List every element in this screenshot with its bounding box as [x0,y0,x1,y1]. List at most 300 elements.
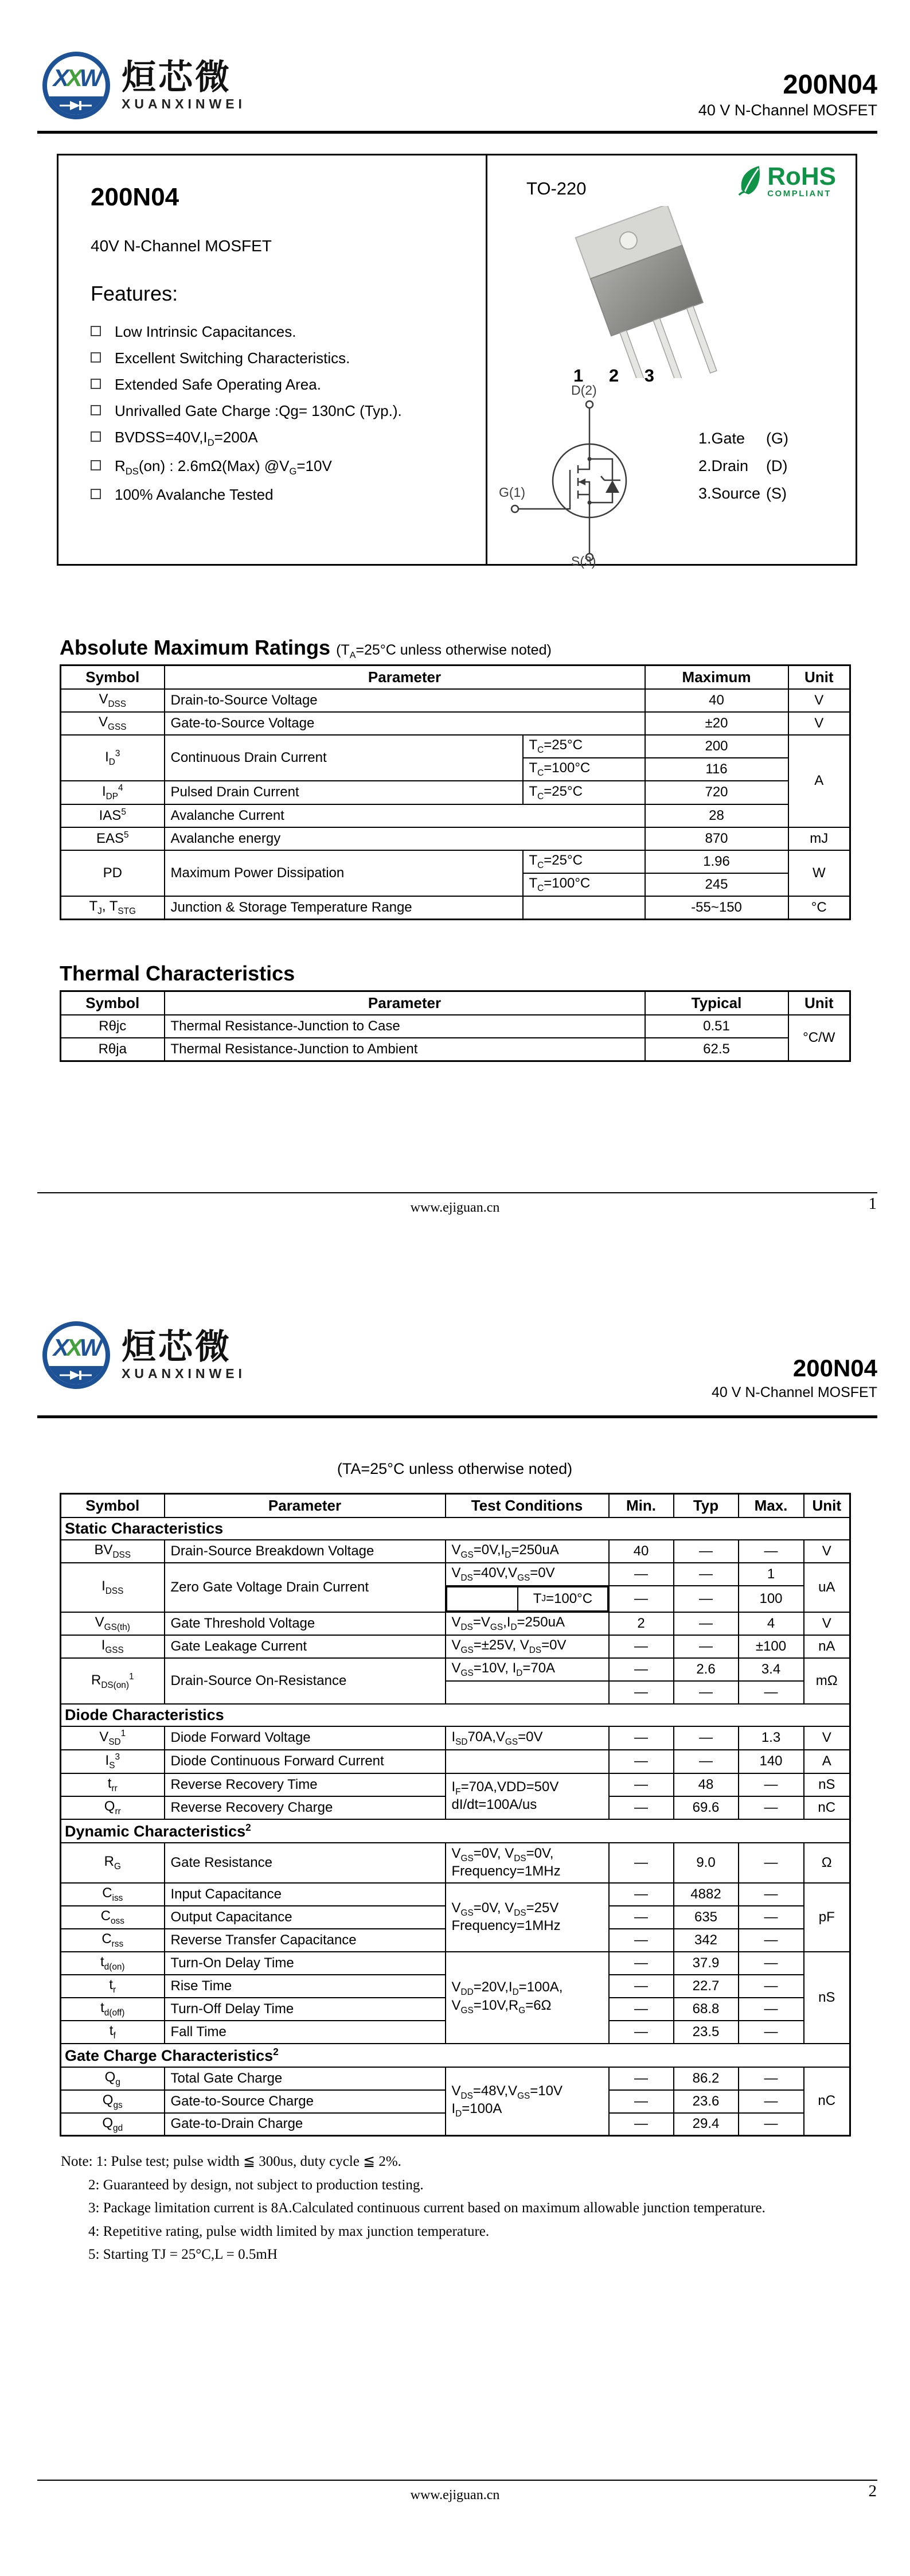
feature-item [91,486,468,504]
min-cell: — [609,2090,674,2113]
amr-heading-note: ($T_A=25^\circ C$ unless otherwise noted) [336,642,552,660]
typ-cell: 4882 [674,1883,739,1906]
typ-cell: 62.5 [645,1038,788,1061]
company-name [122,59,246,112]
param-cell: Junction & Storage Temperature Range [165,896,523,919]
footer-website: www.ejiguan.cn [410,1200,500,1215]
min-cell: — [609,1563,674,1586]
symbol-cell: Rθjc [61,1015,165,1038]
row-id [61,735,850,758]
row-rg [61,1843,850,1883]
feature-text: Excellent Switching Characteristics. [115,349,350,367]
feature-text: $R_{DS}(on)$ : 2.6mΩ(Max) $@V_G=10V$ [115,457,332,477]
page-number: 1 [868,1194,877,1213]
symbol-cell: $V_{DSS}$ [61,689,165,712]
typ-cell: 37.9 [674,1952,739,1975]
row-vgss [61,712,850,735]
product-info-cell [58,155,487,564]
param-cell: Thermal Resistance-Junction to Ambient [165,1038,645,1061]
features-heading: Features: [91,282,178,305]
typ-cell: 68.8 [674,1998,739,2021]
param-cell: Avalanche Current [165,804,645,827]
max-cell: 200 [645,735,788,758]
max-cell: 3.4 [739,1658,804,1681]
unit-cell: mΩ [804,1658,850,1704]
header-cell: Unit [788,666,850,690]
cond-cell: $T_C=25^\circ C$ [523,781,645,804]
max-cell: 100 [739,1586,804,1612]
feature-text: Low Intrinsic Capacitances. [115,323,296,340]
checkbox-icon [91,489,101,499]
symbol-cell: IAS$^5$ [61,804,165,827]
typ-cell: 48 [674,1773,739,1796]
part-number: 200N04 [792,1355,877,1382]
pin-numbers: 1 2 3 [573,365,665,386]
max-cell: — [739,2021,804,2044]
logo-mark-icon [42,1321,110,1389]
table-header-row [61,1494,850,1518]
unit-cell: nS [804,1773,850,1796]
symbol-cell: $Q_g$ [61,2067,165,2090]
min-cell: 40 [609,1540,674,1563]
feature-text: $BVDSS=40V,I_D=200A$ [115,429,258,449]
typ-cell: 29.4 [674,2113,739,2136]
header-cell: Typ [674,1494,739,1518]
symbol-cell: $I_{GSS}$ [61,1635,165,1658]
param-cell: Thermal Resistance-Junction to Case [165,1015,645,1038]
cond-cell: $V_{GS}=0V,I_D=250uA$ [446,1540,609,1563]
min-cell: — [609,1681,674,1704]
max-cell: — [739,1681,804,1704]
cond-cell: T J =100°C [446,1586,608,1612]
company-logo [42,52,246,119]
unit-cell: pF [804,1883,850,1952]
package-cell [487,155,856,569]
max-cell: 245 [645,873,788,896]
min-cell: — [609,1952,674,1975]
row-bvdss [61,1540,850,1563]
footer-rule [37,1192,877,1193]
header-cell: Symbol [61,666,165,690]
rohs-text [767,162,836,199]
symbol-cell: $t_r$ [61,1975,165,1998]
header-cell: Symbol [61,991,165,1015]
symbol-cell: $Q_{gd}$ [61,2113,165,2136]
pin-legend-item: 3.Source (S) [698,485,787,502]
typ-cell: — [674,1563,739,1586]
cond-cell: $V_{GS}=0V$, $V_{DS}=0V$, Frequency=1MHz [446,1843,609,1883]
max-cell: ±20 [645,712,788,735]
symbol-cell: $BV_{DSS}$ [61,1540,165,1563]
max-cell: -55~150 [645,896,788,919]
min-cell: — [609,1929,674,1952]
package-name: TO-220 [526,178,587,199]
mosfet-symbol-icon [498,386,687,575]
typ-cell: 69.6 [674,1796,739,1819]
typ-cell: 23.5 [674,2021,739,2044]
header-cell: Parameter [165,991,645,1015]
max-cell: ±100 [739,1635,804,1658]
company-logo [42,1321,246,1389]
features-list [91,323,468,504]
param-cell: Maximum Power Dissipation [165,850,523,896]
min-cell: — [609,1796,674,1819]
symbol-cell: $I_{DSS}$ [61,1563,165,1612]
min-cell: — [609,1726,674,1750]
row-eas [61,827,850,850]
param-cell: Diode Forward Voltage [165,1726,446,1750]
mosfet-symbol-diagram [498,383,687,569]
section-row: Dynamic Characteristics$^2$ [61,1819,850,1843]
symbol-cell: $V_{SD}^1$ [61,1726,165,1750]
diode-icon [58,1369,94,1381]
symbol-cell: $I_{DP}^4$ [61,781,165,804]
electrical-characteristics-section [60,1460,850,2267]
row-vgsth [61,1612,850,1635]
logo-diode-band [47,1366,106,1384]
cond-cell [523,896,645,919]
unit-cell: mJ [788,827,850,850]
symbol-cell: $t_{rr}$ [61,1773,165,1796]
feature-item [91,349,468,367]
header-cell: Symbol [61,1494,165,1518]
param-cell: Gate Resistance [165,1843,446,1883]
symbol-cell: $T_J$, $T_{STG}$ [61,896,165,919]
min-cell: — [609,1998,674,2021]
min-cell: — [609,1883,674,1906]
company-name-cn: 烜芯微 [122,58,232,96]
header-cell: Parameter [165,666,645,690]
param-cell: Pulsed Drain Current [165,781,523,804]
max-cell: — [739,1906,804,1929]
row-pd [61,850,850,873]
pin-legend-item: 2.Drain (D) [698,457,788,474]
param-cell: Reverse Recovery Charge [165,1796,446,1819]
min-cell: — [609,1750,674,1773]
symbol-cell: $C_{oss}$ [61,1906,165,1929]
feature-item [91,429,468,449]
logo-xxw-text: XXW [53,64,100,91]
row-ias [61,804,850,827]
min-cell: — [609,2021,674,2044]
typ-cell: 635 [674,1906,739,1929]
typ-cell: — [674,1635,739,1658]
cond-cell: $T_C=100^\circ C$ [523,758,645,781]
feature-text: Extended Safe Operating Area. [115,376,321,393]
param-cell: Fall Time [165,2021,446,2044]
unit-cell: °C/W [788,1015,850,1061]
min-cell: — [609,1975,674,1998]
unit-cell: V [804,1726,850,1750]
checkbox-icon [91,326,101,336]
pin-legend-item: 1.Gate (G) [698,430,788,447]
table-header-row [61,666,850,690]
doc-subtitle: 40 V N-Channel MOSFET [712,1384,877,1401]
symbol-cell: $t_f$ [61,2021,165,2044]
logo-mark-icon [42,52,110,119]
note-line: 4: Repetitive rating, pulse width limited by max junction temperature. [88,2223,490,2239]
company-name-en: XUANXINWEI [122,96,246,111]
cond-cell: $T_C=25^\circ C$ [523,735,645,758]
param-cell: Gate-to-Source Voltage [165,712,645,735]
absolute-maximum-ratings-table [60,664,851,920]
typ-cell: 86.2 [674,2067,739,2090]
param-cell: Turn-On Delay Time [165,1952,446,1975]
checkbox-icon [91,431,101,442]
max-cell: — [739,1998,804,2021]
row-idss [61,1563,850,1586]
gate-pin-label: G(1) [499,485,525,500]
typ-cell: — [674,1540,739,1563]
max-cell: 1.96 [645,850,788,873]
typ-cell: 22.7 [674,1975,739,1998]
row-ciss [61,1883,850,1906]
cond-cell: $T_C=25^\circ C$ [523,850,645,873]
max-cell: 1 [739,1563,804,1586]
typ-cell: — [674,1681,739,1704]
cond-cell [446,1750,609,1773]
symbol-cell: $t_{d(off)}$ [61,1998,165,2021]
leaf-icon [737,165,764,196]
param-cell: Avalanche energy [165,827,645,850]
unit-cell: V [804,1612,850,1635]
notes-block [60,2150,850,2267]
max-cell: 40 [645,689,788,712]
symbol-cell: $I_D^3$ [61,735,165,781]
electrical-characteristics-table [60,1493,851,2137]
unit-cell: V [788,712,850,735]
checkbox-icon [91,405,101,415]
row-rdson [61,1658,850,1681]
max-cell: — [739,2113,804,2136]
checkbox-icon [91,379,101,389]
unit-cell: A [804,1750,850,1773]
table-caption: (TA=25°C unless otherwise noted) [337,1460,573,1477]
footer-rule [37,2480,877,2481]
row-tdon [61,1952,850,1975]
row-rthja [61,1038,850,1061]
param-cell: Input Capacitance [165,1883,446,1906]
pin-legend [698,430,788,512]
unit-cell: °C [788,896,850,919]
unit-cell: V [804,1540,850,1563]
unit-cell: uA [804,1563,850,1612]
datasheet-page-2 [0,1288,910,2576]
param-cell: Reverse Recovery Time [165,1773,446,1796]
max-cell: — [739,1540,804,1563]
section-row: Static Characteristics [61,1517,850,1540]
max-cell: 116 [645,758,788,781]
header-cell: Unit [788,991,850,1015]
note-line: Note: 1: Pulse test; pulse width ≦ 300us, duty cycle ≦ 2%. [61,2154,401,2170]
param-cell: Drain-Source Breakdown Voltage [165,1540,446,1563]
rohs-title: RoHS [767,162,836,190]
min-cell: — [609,1658,674,1681]
max-cell: 870 [645,827,788,850]
header-cell: Test Conditions [446,1494,609,1518]
row-qg [61,2067,850,2090]
symbol-cell: $t_{d(on)}$ [61,1952,165,1975]
min-cell: — [609,2113,674,2136]
checkbox-icon [91,352,101,363]
min-cell: — [609,1843,674,1883]
feature-item [91,402,468,420]
row-tj [61,896,850,919]
symbol-cell: $V_{GSS}$ [61,712,165,735]
feature-text: Unrivalled Gate Charge :Qg= 130nC (Typ.). [115,402,402,419]
min-cell: — [609,1586,674,1612]
param-cell: Gate Leakage Current [165,1635,446,1658]
logo-xxw-text: XXW [53,1334,100,1361]
param-cell: Output Capacitance [165,1906,446,1929]
feature-item [91,457,468,477]
cond-cell: $T_C=100^\circ C$ [523,873,645,896]
typ-cell: — [674,1726,739,1750]
max-cell: 140 [739,1750,804,1773]
typ-cell: — [674,1586,739,1612]
thermal-characteristics-table [60,990,851,1062]
page-number: 2 [868,2482,877,2500]
logo-diode-band [47,96,106,115]
typ-cell: — [674,1750,739,1773]
cond-cell: $V_{DS}=V_{GS},I_D=250uA$ [446,1612,609,1635]
min-cell: — [609,2067,674,2090]
symbol-cell: Rθja [61,1038,165,1061]
company-name-cn: 烜芯微 [122,1328,232,1366]
max-cell: — [739,1952,804,1975]
doc-subtitle: 40 V N-Channel MOSFET [698,102,877,119]
symbol-cell: $R_{DS(on)}^1$ [61,1658,165,1704]
diode-icon [58,100,94,111]
header-cell: Parameter [165,1494,446,1518]
section-row: Gate Charge Characteristics$^2$ [61,2044,850,2067]
row-vdss [61,689,850,712]
symbol-cell: $R_G$ [61,1843,165,1883]
unit-cell: Ω [804,1843,850,1883]
unit-cell: V [788,689,850,712]
max-cell: — [739,2090,804,2113]
header-cell: Max. [739,1494,804,1518]
typ-cell: 2.6 [674,1658,739,1681]
row-vsd [61,1726,850,1750]
min-cell: — [609,1773,674,1796]
header-cell: Unit [804,1494,850,1518]
max-cell: — [739,1975,804,1998]
max-cell: — [739,1883,804,1906]
param-cell: Turn-Off Delay Time [165,1998,446,2021]
unit-cell: A [788,735,850,827]
row-is [61,1750,850,1773]
cond-cell: $I_F=70A,VDD=50V$ dI/dt=100A/us [446,1773,609,1819]
typ-cell: 23.6 [674,2090,739,2113]
unit-cell: nA [804,1635,850,1658]
param-cell: Continuous Drain Current [165,735,523,781]
cond-cell: $V_{DD}=20V,I_D=100A$, $V_{GS}=10V,R_G=6\Omega$ [446,1952,609,2044]
cond-cell [446,1681,609,1704]
symbol-cell: EAS$^5$ [61,827,165,850]
to220-package-image [509,206,779,378]
product-summary-box [57,154,857,569]
param-cell: Gate-to-Drain Charge [165,2113,446,2136]
amr-heading: Absolute Maximum Ratings ($T_A=25^\circ C$ unless otherwise noted) [60,636,552,660]
symbol-cell: $Q_{gs}$ [61,2090,165,2113]
cond-cell: $V_{DS}=48V,V_{GS}=10V$ $I_D=100A$ [446,2067,609,2136]
max-cell: — [739,1773,804,1796]
typ-cell: — [674,1612,739,1635]
min-cell: — [609,1906,674,1929]
company-name-en: XUANXINWEI [122,1366,246,1381]
cond-cell: $V_{GS}=\pm 25V$, $V_{DS}=0V$ [446,1635,609,1658]
param-cell: Drain-to-Source Voltage [165,689,645,712]
typ-cell: 9.0 [674,1843,739,1883]
unit-cell: W [788,850,850,896]
unit-cell: nC [804,1796,850,1819]
doc-title-block [712,1356,877,1401]
symbol-cell: $V_{GS(th)}$ [61,1612,165,1635]
part-number: 200N04 [783,69,877,99]
symbol-cell: PD [61,850,165,896]
feature-item [91,376,468,394]
param-cell: Reverse Transfer Capacitance [165,1929,446,1952]
note-line: 2: Guaranteed by design, not subject to production testing. [88,2177,424,2193]
max-cell: — [739,2067,804,2090]
source-pin-label: S(3) [571,554,596,569]
product-title: 200N04 [91,183,179,211]
unit-cell: nS [804,1952,850,2044]
feature-text: 100% Avalanche Tested [115,486,274,504]
row-igss [61,1635,850,1658]
max-cell: — [739,1843,804,1883]
note-line: 5: Starting TJ = 25°C,L = 0.5mH [88,2247,278,2263]
typ-cell: 342 [674,1929,739,1952]
drain-pin-label: D(2) [571,383,597,398]
symbol-cell: $C_{iss}$ [61,1883,165,1906]
symbol-cell: $Q_{rr}$ [61,1796,165,1819]
max-cell: — [739,1796,804,1819]
param-cell: Total Gate Charge [165,2067,446,2090]
max-cell: 1.3 [739,1726,804,1750]
product-subtitle: 40V N-Channel MOSFET [91,237,272,255]
header-cell: Maximum [645,666,788,690]
doc-title-block [698,70,877,119]
rohs-subtitle: COMPLIANT [767,188,831,199]
symbol-cell: $I_S^3$ [61,1750,165,1773]
param-cell: Diode Continuous Forward Current [165,1750,446,1773]
param-cell: Rise Time [165,1975,446,1998]
max-cell: 720 [645,781,788,804]
company-name [122,1329,246,1382]
footer-website: www.ejiguan.cn [410,2488,500,2503]
table-header-row [61,991,850,1015]
header-cell: Min. [609,1494,674,1518]
thermal-heading: Thermal Characteristics [60,962,295,985]
param-cell: Gate-to-Source Charge [165,2090,446,2113]
param-cell: Zero Gate Voltage Drain Current [165,1563,446,1612]
param-cell: Drain-Source On-Resistance [165,1658,446,1704]
cond-cell: $V_{GS}=0V$, $V_{DS}=25V$ Frequency=1MHz [446,1883,609,1952]
symbol-cell: $C_{rss}$ [61,1929,165,1952]
section-row: Diode Characteristics [61,1704,850,1726]
row-trr [61,1773,850,1796]
header-rule [37,131,877,134]
feature-item [91,323,468,341]
max-cell: 28 [645,804,788,827]
header-rule [37,1415,877,1418]
row-idp [61,781,850,804]
checkbox-icon [91,460,101,470]
header-cell: Typical [645,991,788,1015]
min-cell: 2 [609,1612,674,1635]
